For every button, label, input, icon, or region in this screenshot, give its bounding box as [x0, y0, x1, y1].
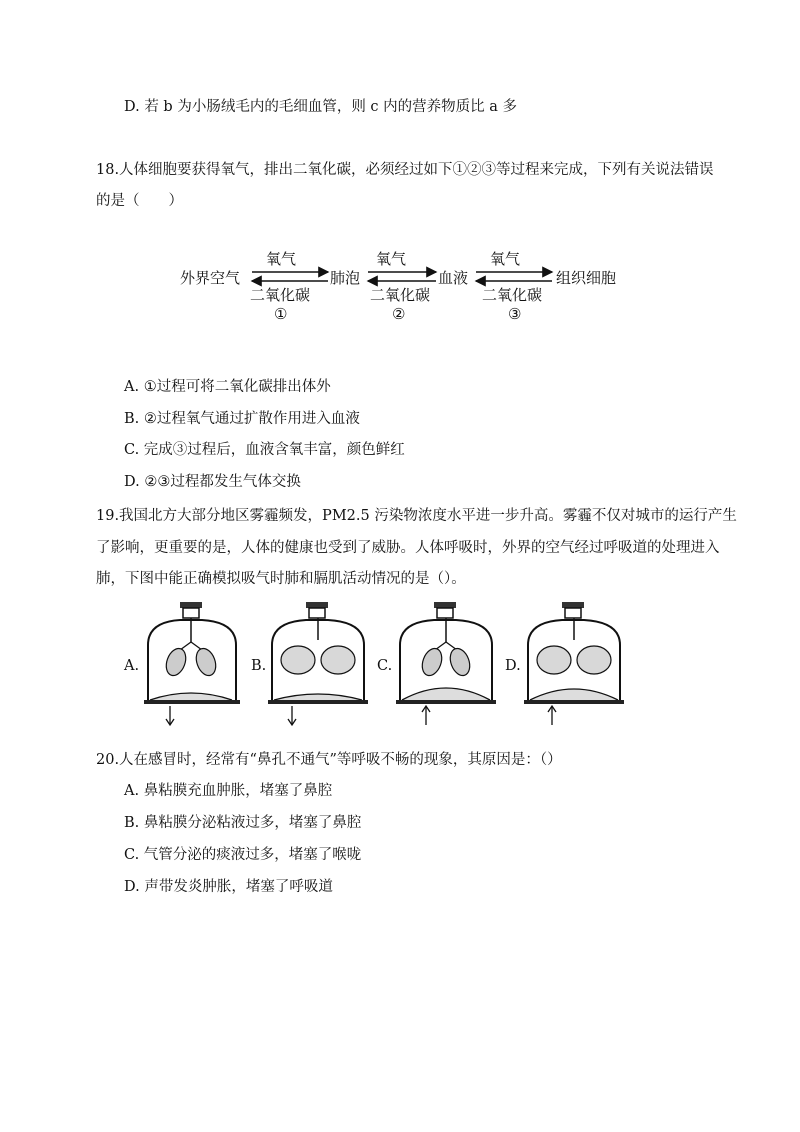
figure-label-a: A. [124, 658, 140, 674]
bell-jar-model-d [522, 600, 632, 728]
q19-stem-line1: 19.我国北方大部分地区雾霾频发，PM2.5 污染物浓度水平进一步升高。雾霾不仅对城市的运行产生 [96, 508, 737, 524]
figure-label-c: C. [377, 658, 393, 674]
q20-stem: 20.人在感冒时，经常有“鼻孔不通气”等呼吸不畅的现象，其原因是：（） [96, 752, 562, 768]
gas-exchange-diagram [180, 248, 630, 326]
q18-stem-line1: 18.人体细胞要获得氧气，排出二氧化碳，必须经过如下①②③等过程来完成，下列有关说法错误 [96, 162, 714, 178]
node-outside-air: 外界空气 [180, 269, 241, 287]
node-alveoli: 肺泡 [330, 269, 361, 287]
prev-option-d: D. 若 b 为小肠绒毛内的毛细血管，则 c 内的营养物质比 a 多 [124, 99, 518, 115]
label-co2-3: 二氧化碳 [482, 286, 543, 304]
q20-option-d: D. 声带发炎肿胀，堵塞了呼吸道 [124, 879, 333, 895]
q19-stem-line3: 肺，下图中能正确模拟吸气时肺和膈肌活动情况的是（）。 [96, 571, 466, 587]
q18-option-d: D. ②③过程都发生气体交换 [124, 474, 301, 490]
q20-option-b: B. 鼻粘膜分泌粘液过多，堵塞了鼻腔 [124, 815, 362, 831]
process-mark-3: ③ [508, 305, 522, 323]
label-co2-2: 二氧化碳 [370, 286, 431, 304]
bell-jar-model-b [266, 600, 376, 728]
process-mark-1: ① [274, 305, 288, 323]
label-co2-1: 二氧化碳 [250, 286, 311, 304]
bell-jar-model-a [140, 600, 250, 728]
label-oxygen-2: 氧气 [376, 250, 407, 268]
process-mark-2: ② [392, 305, 406, 323]
q18-option-c: C. 完成③过程后，血液含氧丰富，颜色鲜红 [124, 442, 405, 458]
figure-label-b: B. [251, 658, 267, 674]
q20-option-c: C. 气管分泌的痰液过多，堵塞了喉咙 [124, 847, 362, 863]
bell-jar-model-c [394, 600, 504, 728]
node-tissue-cells: 组织细胞 [556, 269, 617, 287]
q18-option-a: A. ①过程可将二氧化碳排出体外 [124, 379, 331, 395]
q18-stem-line2: 的是（ ） [96, 193, 183, 209]
q19-stem-line2: 了影响，更重要的是，人体的健康也受到了威胁。人体呼吸时，外界的空气经过呼吸道的处理进入 [96, 540, 720, 556]
q20-option-a: A. 鼻粘膜充血肿胀，堵塞了鼻腔 [124, 783, 333, 799]
q18-option-b: B. ②过程氧气通过扩散作用进入血液 [124, 411, 360, 427]
label-oxygen-3: 氧气 [490, 250, 521, 268]
node-blood: 血液 [438, 269, 469, 287]
figure-label-d: D. [505, 658, 521, 674]
label-oxygen-1: 氧气 [266, 250, 297, 268]
